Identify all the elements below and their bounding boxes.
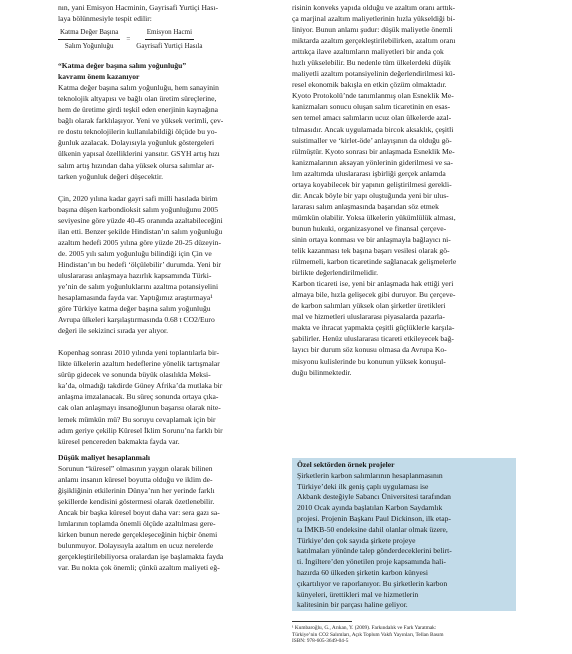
text-line: ülkenin yapısal özelliklerini yansıtır. GSYH artış hızı (58, 149, 220, 159)
footnote-line: Türkiye’nin CO2 Salımları, Açık Toplum Vakfı Yayınları, Tellan Basım (292, 631, 444, 638)
text-line: Katma değer başına salım yoğunluğu, hem sanayinin (58, 83, 219, 93)
formula-lhs-denominator: Salım Yoğunluğu (64, 41, 114, 50)
text-line: ilan etti. Benzer şekilde Hindistan’ın salım yoğunluğu (58, 226, 223, 236)
text-line: de karbon salımları yüksek olan şirketler üretikleri (292, 301, 446, 311)
box-text-line: hazırda 60 ülkeden şirketin karbon künyesi (297, 567, 428, 577)
text-line: likte ülkelerin azaltım hedeflerine yönelik tartışmalar (58, 359, 220, 369)
text-line: lımlarının toplamda önemli ölçüde azaltılması gere- (58, 518, 216, 528)
text-line: Kopenhag sonrası 2010 yılında yeni toplantılarla bir- (58, 348, 219, 358)
text-line: duğu bilinmektedir. (292, 367, 352, 377)
text-line: makta ve ihracat yapmakta çeşitli güçlüklerle karşıla- (292, 323, 455, 333)
text-line: seviyesine göre yüzde 40-45 oranında azaltabileceğini (58, 215, 223, 225)
text-line: başına düşen karbondioksit salım yoğunluğunu 2005 (58, 204, 219, 214)
text-line: arttıkça ilave azaltımların maliyetleri bir anda çok (292, 47, 444, 57)
formula-lhs-numerator: Katma Değer Başına (58, 27, 120, 40)
text-line: küresel pencereden bakmakta fayda var. (58, 436, 180, 446)
text-line: de. 2005 yılı salım yoğunluğu bilindiği için Çin ve (58, 248, 212, 258)
text-line: bağlı olarak farklılaşıyor. Yeni ve yüksek verimli, çev- (58, 116, 224, 126)
text-line: Karbon ticareti ise, yeni bir anlaşmada hak ettiği yeri (292, 279, 454, 289)
text-line: kanizmalarının aksayan yönlerinin giderilmesi ve sa- (292, 157, 453, 167)
text-line: telik kazanması tek başına başarı vesilesi olarak gö- (292, 246, 450, 256)
text-line: sinin ortaya konması ve bir anlaşmayla bağlayıcı ni- (292, 234, 451, 244)
paragraph (58, 82, 276, 181)
section-heading: Düşük maliyet hesaplanmalı (58, 452, 150, 462)
text-line: laya bölünmesiyle tespit edilir: (58, 14, 152, 24)
text-line: dir. Ancak böyle bir yapı oluştuğunda yeni bir ulus- (292, 190, 449, 200)
text-line: salım artış hızından daha yüksek olursa salımlar ar- (58, 160, 215, 170)
text-line: anlaşma imzalanacak. Bu süreç sonunda ortaya çıka- (58, 392, 219, 402)
footnote (292, 625, 512, 645)
box-text-line: ti. İngiltere’den yönetilen proje kapsamında hali- (297, 557, 446, 567)
box-text-line: Şirketlerin karbon salımlarının hesaplanmasının (297, 470, 443, 480)
text-line: rülmemeli, karbon ticaretinde sağlanacak gelişmelerle (292, 257, 457, 267)
formula-rhs-denominator: Gayrisafi Yurtiçi Hasıla (136, 41, 203, 50)
text-line: var. Bu nokta çok önemli; çünkü azaltım maliyeti eğ- (58, 563, 220, 573)
text-line: liniyor. Bunun anlamı şudur: düşük maliyetle önemli (292, 25, 453, 35)
left-column (58, 2, 276, 573)
text-line: Kyoto Protokolü’nde tanımlanmış olan Esneklik Me- (292, 91, 454, 101)
text-line: değeri ile sekizinci sırada yer alıyor. (58, 326, 169, 336)
intensity-formula (58, 26, 276, 52)
text-line: şekillerde kendisini göstermesi olarak özetlenebilir. (58, 496, 215, 506)
private-sector-projects-box (292, 458, 516, 611)
text-line: suistimaller ve ‘kirlet-öde’ anlayışının da olduğu gö- (292, 135, 452, 145)
box-text-line: Akbank desteğiyle Sabancı Üniversitesi tarafından (297, 492, 451, 502)
box-text-line: kalitesinin bir parçası haline geliyor. (297, 600, 408, 610)
text-line: nın, yani Emisyon Hacminin, Gayrisafi Yurtiçi Hası- (58, 3, 218, 12)
paragraph (292, 2, 516, 278)
text-line: ğişikliğinin etkilerinin Dünya’nın her yerinde farklı (58, 485, 215, 495)
text-line: Sorunun “küresel” olmasının yaygın olarak bilinen (58, 463, 213, 473)
text-line: risinin konveks yapıda olduğu ve azaltım oranı arttık- (292, 3, 456, 12)
text-line: lemek mümkün mü? Bu soruyu cevaplamak için bir (58, 414, 216, 424)
intro-text (58, 2, 276, 24)
text-line: almaya bile, hızla gelişecek gibi duruyor. Bu çerçeve- (292, 290, 456, 300)
text-line: tarken yoğunluk değeri düşecektir. (58, 171, 164, 181)
text-line: ça marjinal azaltım maliyetlerinin hızla yükseldiği bi- (292, 14, 456, 24)
paragraph (292, 278, 516, 377)
paragraph (58, 347, 276, 446)
box-text-line: 2010 Ocak ayında başlatılan Karbon Saydamlık (297, 503, 443, 513)
paragraph (58, 193, 276, 337)
box-text-line: Türkiye’den çok sayıda şirkete projeye (297, 535, 416, 545)
text-line: sürüp gidecek ve sonunda büyük olasılıkla Meksi- (58, 370, 211, 380)
text-line: ka’da, olmadığı takdirde Güney Afrika’da mutlaka bir (58, 381, 223, 391)
text-line: bunun hukuki, organizasyonel ve finansal çerçeve- (292, 223, 447, 233)
footnote-line: ¹ Kumbaroğlu, G., Arıkan, Y. (2009). Farkındalık ve Fark Yaratmak: (292, 625, 437, 631)
text-line: mümkün olabilir. Yoksa ülkelerin yükümlülük alması, (292, 212, 456, 222)
text-line: uluslararası anlaşmaya hazırlık kapsamında Türki- (58, 270, 212, 280)
footnote-line: ISBN: 978-605-3649-04-5 (292, 638, 349, 645)
text-line: Ancak bir başka küresel boyut daha var: sera gazı sa- (58, 507, 220, 517)
section-heading (58, 60, 276, 82)
text-line: birlikte değerlendirilmelidir. (292, 268, 379, 278)
text-line: adım geriye çekilip Küresel İklim Sorunu’na farklı bir (58, 425, 223, 435)
text-line: kanizmaları sonucu oluşan salım ticaretinin en esas- (292, 102, 451, 112)
formula-equals: = (126, 34, 131, 43)
heading-line: “Katma değer başına salım yoğunluğu” (58, 61, 187, 71)
box-text-line: künyeleri, ürettikleri mal ve hizmetlerin (297, 589, 419, 599)
heading-line: kavramı önem kazanıyor (58, 72, 140, 82)
box-text-line: projesi. Projenin Başkanı Paul Dickinson, ilk etap- (297, 513, 451, 523)
text-line: lararası salım anlaşmasında başarıdan söz etmek (292, 201, 439, 211)
text-line: resel ekonomik bakışla en etkin çözüm olmaktadır. (292, 80, 447, 90)
text-line: teknolojik altyapısı ve bağlı olan üretim süreçlerine, (58, 94, 217, 104)
box-text-line: çıkartılıyor ve raporlanıyor. Bu şirketlerin karbon (297, 578, 448, 588)
text-line: hızlı yükselebilir. Bu nedenle tüm ülkelerdeki düşük (292, 58, 451, 68)
text-line: ortaya koyabilecek bir yapının geliştirilmesi gerekli- (292, 179, 452, 189)
box-text-line: ta İMKB-50 endeksine dahil olanlar olmak üzere, (297, 524, 448, 534)
text-line: anlamı insanın küresel boyutta olduğu ve iklim de- (58, 474, 213, 484)
text-line: hem de üretime girdi teşkil eden enerjinin kaynağına (58, 105, 219, 115)
text-line: azaltım hedefi 2005 yılına göre yüzde 20-25 düzeyin- (58, 237, 221, 247)
text-line: sen temel amacı salımların ucuz olan ülkelerde azal- (292, 113, 452, 123)
formula-rhs-numerator: Emisyon Hacmi (145, 27, 194, 40)
text-line: Çin, 2020 yılına kadar gayri safi milli hasılada birim (58, 193, 218, 203)
text-line: gerçekleştirilebiliyorsa oralardan işe başlamakta fayda (58, 552, 224, 562)
box-text-line: katılmaları yönünde talep gönderdeceklerini belirt- (297, 546, 452, 556)
text-line: göre Türkiye katma değer başına salım yoğunluğu (58, 304, 211, 314)
paragraph (58, 463, 276, 573)
text-line: kirken bunun nerede gerçekleşeceğinin hiçbir önemi (58, 529, 218, 539)
text-line: ğunluk azalacak. Dolayısıyla yoğunluk göstergeleri (58, 138, 215, 148)
text-line: Hindistan’ın bu hedefi ‘ölçülebilir’ durumda. Yeni bir (58, 259, 221, 269)
text-line: mal ve hizmetleri uluslararası piyasalarda pazarla- (292, 312, 445, 322)
box-heading: Özel sektörden örnek projeler (297, 460, 395, 469)
text-line: bulunmuyor. Dolayısıyla azaltım en ucuz nerelerde (58, 541, 214, 551)
text-line: re dostu teknolojilerin kullanılabildiği ölçüde bu yo- (58, 127, 218, 137)
text-line: Avrupa ülkeleri karşılaştırmasında 0.68 t CO2/Euro (58, 315, 215, 325)
text-line: cak olan anlaşmayı insanoğlunun başarısı olarak nite- (58, 403, 221, 413)
formula-lhs (58, 27, 120, 52)
box-text-line: Türkiye’deki ilk geniş çaplı uygulaması ise (297, 481, 429, 491)
text-line: şabilirler. Henüz uluslararası ticareti etkileyecek bağ- (292, 334, 454, 344)
text-line: rülmüştür. Kyoto sonrası bir anlaşmada Esneklik Me- (292, 146, 455, 156)
text-line: layıcı bir durum söz konusu olmasa da Avrupa Ko- (292, 345, 447, 355)
formula-rhs (136, 27, 202, 52)
right-column (292, 2, 516, 378)
text-line: tılmasıdır. Ancak uygulamada bircok aksaklık, çeşitli (292, 124, 454, 134)
text-line: lım azaltımda uluslararası işbirliği gerçek anlamda (292, 168, 446, 178)
text-line: miktarda azaltım gerçekleştirilebilirken, azaltım oranı (292, 36, 456, 46)
text-line: hesaplamasında fayda var. Yaptığımız araştırmaya¹ (58, 293, 213, 303)
text-line: maliyetli azaltım potansiyelinin değerlendirilmesi kü- (292, 69, 456, 79)
text-line: ye’nin de salım yoğunluklarını azaltma potansiyelini (58, 281, 219, 291)
text-line: misyonu kulislerinde bu konunun yüksek konuşul- (292, 356, 446, 366)
footnote-divider (292, 621, 352, 622)
